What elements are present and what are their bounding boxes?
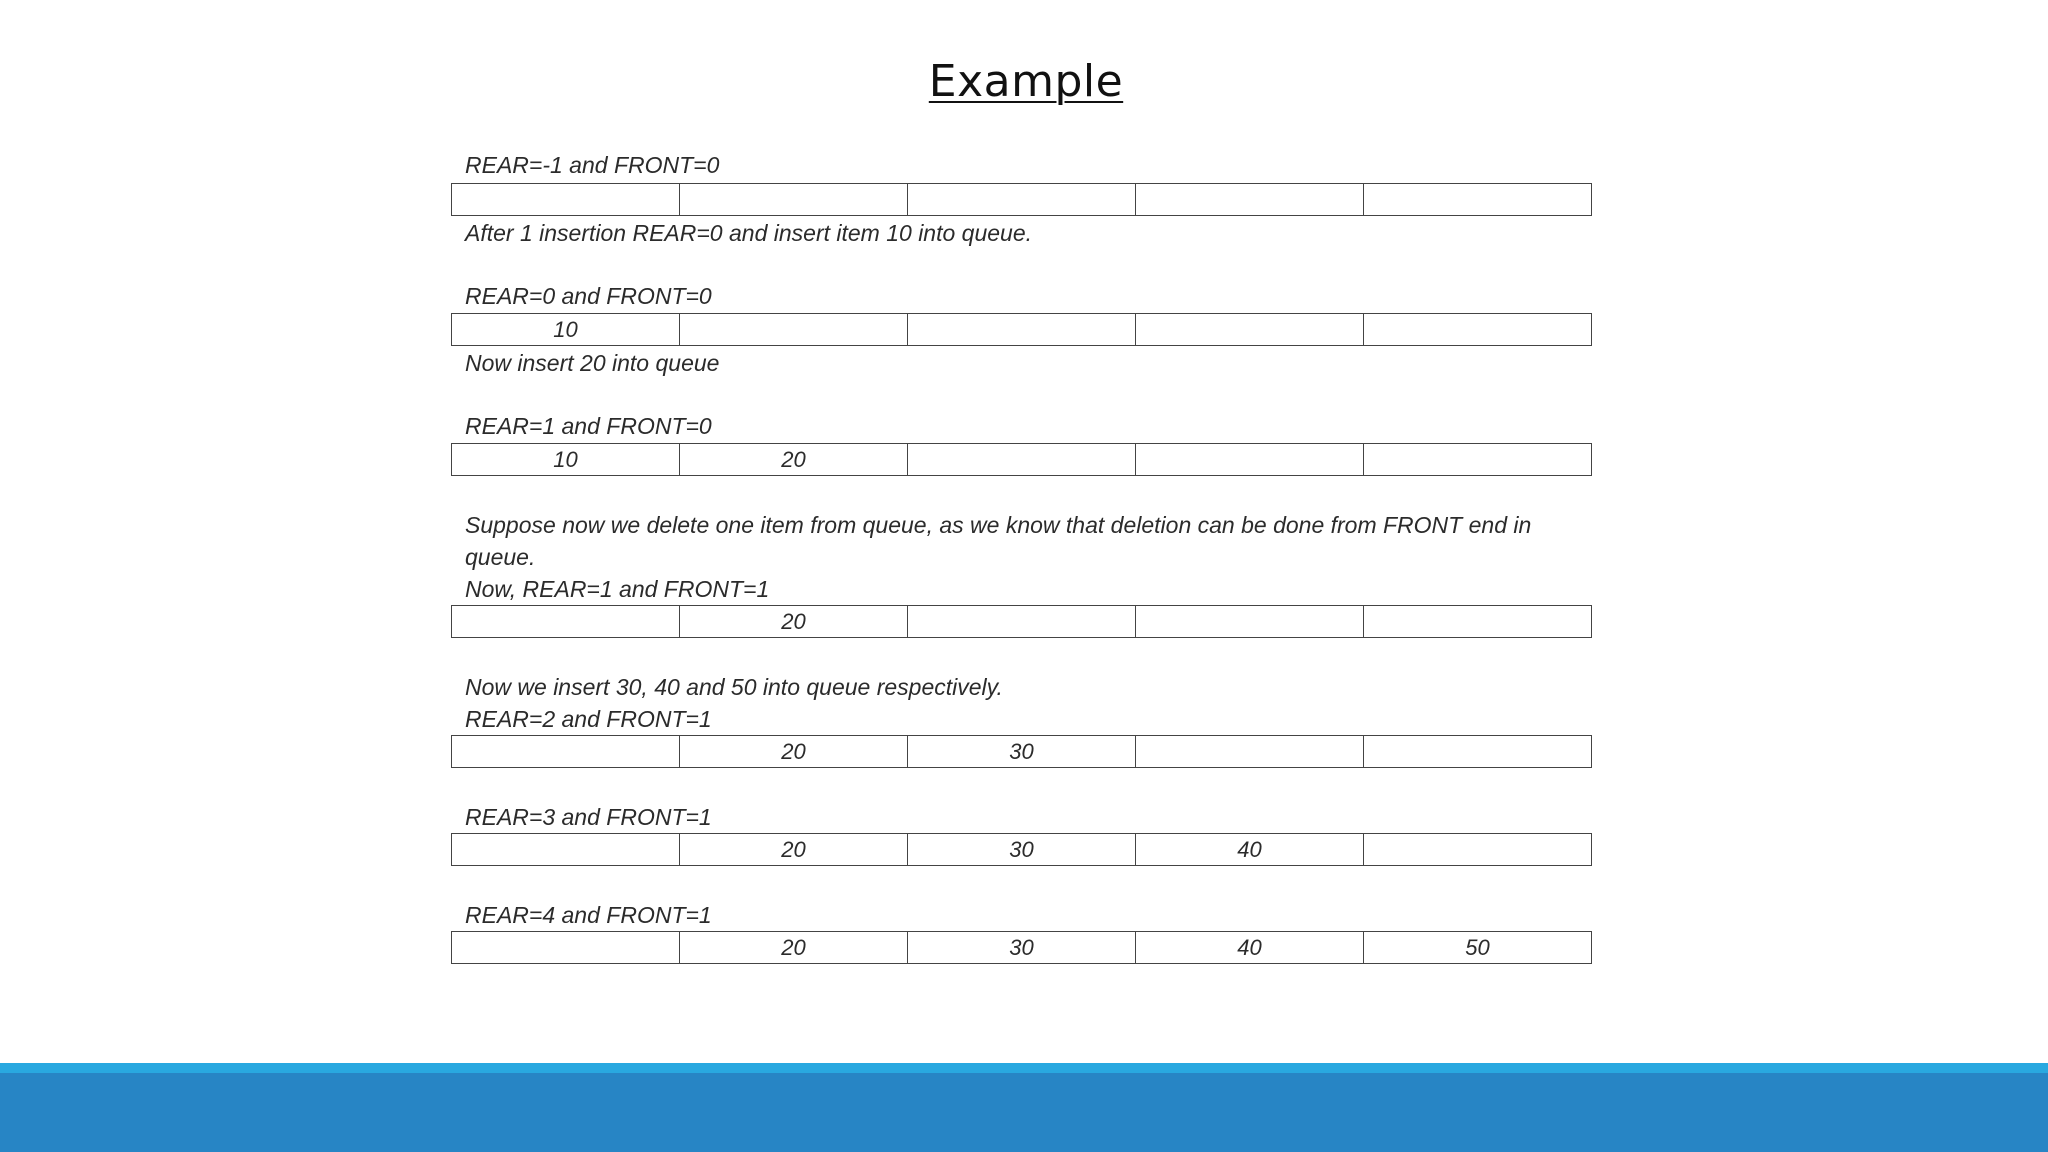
step-2-label: REAR=0 and FRONT=0 — [465, 283, 712, 309]
queue-cell — [452, 184, 679, 215]
step-2-note: Now insert 20 into queue — [465, 350, 720, 376]
queue-row-1 — [451, 183, 1592, 216]
queue-cell: 20 — [679, 834, 907, 865]
queue-cell — [1135, 444, 1363, 475]
queue-row-4 — [451, 605, 1592, 638]
queue-row-7 — [451, 931, 1592, 964]
queue-cell: 30 — [907, 736, 1135, 767]
queue-row-2 — [451, 313, 1592, 346]
queue-cell — [1135, 184, 1363, 215]
queue-cell — [452, 736, 679, 767]
queue-cell — [452, 932, 679, 963]
queue-cell — [679, 184, 907, 215]
queue-row-5 — [451, 735, 1592, 768]
step-6-label: REAR=3 and FRONT=1 — [465, 804, 712, 830]
queue-cell — [907, 314, 1135, 345]
queue-cell: 20 — [679, 932, 907, 963]
queue-cell — [679, 314, 907, 345]
step-1-label: REAR=-1 and FRONT=0 — [465, 152, 720, 178]
queue-cell — [1135, 606, 1363, 637]
queue-cell: 10 — [553, 446, 578, 472]
queue-cell — [452, 834, 679, 865]
queue-cell: 20 — [679, 444, 907, 475]
footer-bar — [0, 1073, 2048, 1152]
step-1-note: After 1 insertion REAR=0 and insert item 10 into queue. — [465, 220, 1033, 246]
queue-cell — [1135, 314, 1363, 345]
queue-cell: 20 — [679, 736, 907, 767]
queue-cell — [907, 444, 1135, 475]
queue-cell: 40 — [1135, 932, 1363, 963]
queue-cell — [1363, 834, 1591, 865]
queue-row-6 — [451, 833, 1592, 866]
queue-cell — [907, 606, 1135, 637]
deletion-description-line-1: Suppose now we delete one item from queue, as we know that deletion can be done from FRONT end in — [465, 512, 1532, 538]
queue-cell — [1363, 736, 1591, 767]
deletion-description-line-2: queue. — [465, 544, 536, 570]
queue-cell: 50 — [1363, 932, 1591, 963]
queue-cell: 40 — [1135, 834, 1363, 865]
step-4-label: Now, REAR=1 and FRONT=1 — [465, 576, 770, 602]
queue-cell — [907, 184, 1135, 215]
step-3-label: REAR=1 and FRONT=0 — [465, 413, 712, 439]
queue-cell — [1363, 606, 1591, 637]
footer-stripe — [0, 1063, 2048, 1073]
queue-row-3 — [451, 443, 1592, 476]
queue-cell: 30 — [907, 834, 1135, 865]
queue-cell — [1135, 736, 1363, 767]
queue-cell: 20 — [679, 606, 907, 637]
step-7-label: REAR=4 and FRONT=1 — [465, 902, 712, 928]
slide-title: Example — [928, 56, 1124, 107]
queue-cell — [1363, 184, 1591, 215]
insert-description: Now we insert 30, 40 and 50 into queue respectively. — [465, 674, 1003, 700]
queue-cell — [452, 606, 679, 637]
step-5-label: REAR=2 and FRONT=1 — [465, 706, 712, 732]
queue-cell: 30 — [907, 932, 1135, 963]
queue-cell — [1363, 444, 1591, 475]
queue-cell — [1363, 314, 1591, 345]
queue-cell: 10 — [553, 316, 578, 342]
